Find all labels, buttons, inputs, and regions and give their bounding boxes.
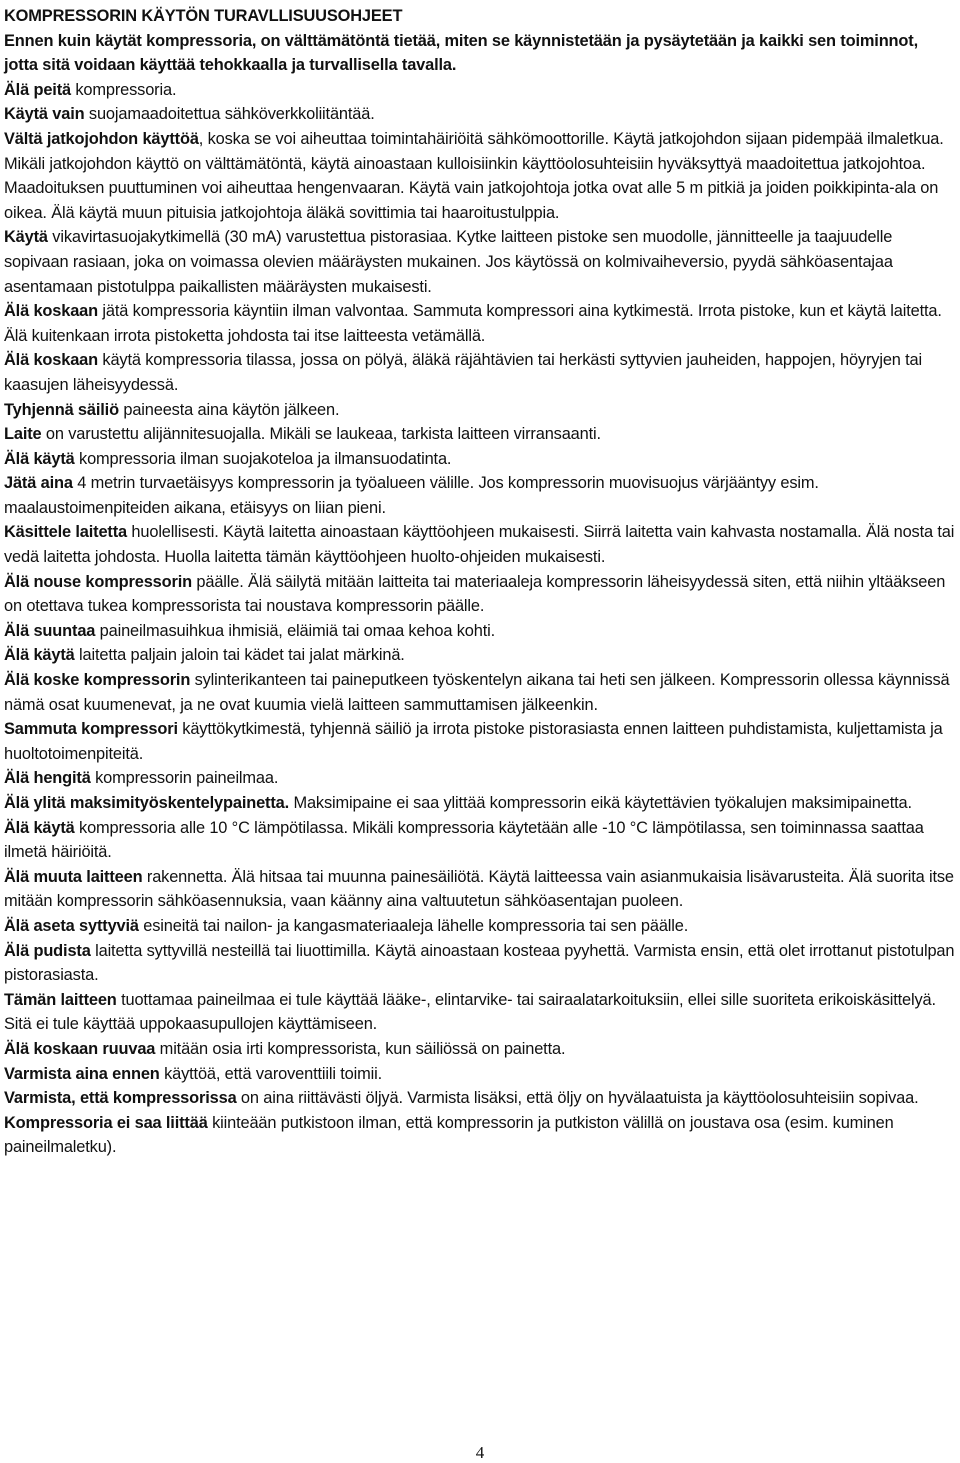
instruction-lead: Varmista, että kompressorissa	[4, 1089, 237, 1108]
instruction-lead: Älä nouse kompressorin	[4, 572, 192, 591]
instruction-paragraph	[4, 102, 956, 127]
instruction-text: sylinterikanteen tai paineputkeen työskentelyn aikana tai heti sen jälkeen. Kompressorin ollessa käynnissä nämä osat kuumenevat, ja ne ovat kuumia vielä laitteen sammuttamisen jälkeenkin.	[4, 671, 950, 714]
instruction-lead: Älä käytä	[4, 646, 75, 665]
instruction-text: 4 metrin turvaetäisyys kompressorin ja työalueen välille. Jos kompressorin muovisuojus värjääntyy esim. maalaustoimenpiteiden aikana, etäisyys on liian pieni.	[4, 474, 819, 517]
instruction-text: suojamaadoitettua sähköverkkoliitäntää.	[84, 105, 375, 124]
instruction-lead: Kompressoria ei saa liittää	[4, 1113, 208, 1132]
instruction-paragraph	[4, 78, 956, 103]
instruction-paragraph	[4, 1037, 956, 1062]
intro-paragraph: Ennen kuin käytät kompressoria, on välttämätöntä tietää, miten se käynnistetään ja pysäytetään ja kaikki sen toiminnot, jotta sitä voidaan käyttää tehokkaalla ja turvallisella tavalla.	[4, 31, 918, 75]
instruction-paragraph	[4, 570, 956, 619]
instruction-paragraph	[4, 791, 956, 816]
instruction-paragraph	[4, 668, 956, 717]
instruction-lead: Älä koske kompressorin	[4, 671, 191, 690]
instruction-lead: Älä käytä	[4, 818, 75, 837]
instruction-lead: Älä hengitä	[4, 769, 91, 788]
instruction-lead: Varmista aina ennen	[4, 1064, 160, 1083]
instruction-paragraph	[4, 398, 956, 423]
instruction-text: vikavirtasuojakytkimellä (30 mA) varustettua pistorasiaa. Kytke laitteen pistoke sen muodolle, jännitteelle ja taajuudelle sopivaan rasiaan, joka on voimassa olevien määräysten mukainen. Jos käytössä on kolmivaiheversio, pyydä sähköasentajaa asentamaan pistotulppa paikallisten määräysten mukaisesti.	[4, 228, 893, 296]
instruction-lead: Käytä vain	[4, 105, 85, 124]
instruction-text: kompressoria ilman suojakoteloa ja ilmansuodatinta.	[74, 449, 452, 468]
instruction-text: paineilmasuihkua ihmisiä, eläimiä tai omaa kehoa kohti.	[95, 621, 496, 640]
instruction-text: kompressoria alle 10 °C lämpötilassa. Mikäli kompressoria käytetään alle -10 °C lämpötilassa, sen toiminnassa saattaa ilmetä häiriöitä.	[4, 818, 924, 862]
instruction-text: esineitä tai nailon- ja kangasmateriaaleja lähelle kompressoria tai sen päälle.	[138, 916, 689, 935]
instruction-text: kiinteään putkistoon ilman, että kompressorin ja putkiston välillä on joustava osa (esim. kuminen paineilmaletku).	[4, 1113, 894, 1157]
instruction-text: kompressorin paineilmaa.	[90, 769, 279, 788]
instruction-paragraph	[4, 127, 956, 225]
instruction-lead: Älä aseta syttyviä	[4, 916, 139, 935]
instruction-text: huolellisesti. Käytä laitetta ainoastaan käyttöohjeen mukaisesti. Siirrä laitetta vain kahvasta nostamalla. Älä nosta tai vedä laitetta johdosta. Huolla laitetta tämän käyttöohjeen huolto-ohjeiden mukaisesti.	[4, 523, 955, 567]
instruction-paragraph	[4, 348, 956, 397]
instruction-paragraph	[4, 766, 956, 791]
instruction-text: on aina riittävästi öljyä. Varmista lisäksi, että öljy on hyvälaatuista ja käyttöolosuhteisiin sopivaa.	[236, 1089, 919, 1108]
instruction-lead: Älä muuta laitteen	[4, 867, 143, 886]
instruction-lead: Älä suuntaa	[4, 621, 96, 640]
instruction-lead: Tyhjennä säiliö	[4, 400, 119, 419]
instruction-paragraph	[4, 988, 956, 1037]
instruction-paragraph	[4, 520, 956, 569]
instruction-paragraph	[4, 717, 956, 766]
instruction-paragraph	[4, 939, 956, 988]
instruction-text: kompressoria.	[70, 80, 177, 99]
instruction-text: , koska se voi aiheuttaa toimintahäiriöitä sähkömoottorille. Käytä jatkojohdon sijaan pidempää ilmaletkua. Mikäli jatkojohdon käyttö on välttämätöntä, käytä ainoastaan kulloisiinkin käyttöolosuhteisiin hyväksyttyä maadoitettua jatkojohtoa. Maadoituksen puuttuminen voi aiheuttaa hengenvaaran. Käytä vain jatkojohtoja jotka ovat alle 5 m pitkiä ja joiden poikkipinta-ala on oikea. Älä käytä muun pituisia jatkojohtoja äläkä sovittimia tai haaroitustulppia.	[4, 129, 944, 222]
instruction-paragraph	[4, 619, 956, 644]
instruction-lead: Älä peitä	[4, 80, 71, 99]
safety-instructions-list	[4, 78, 956, 1160]
instruction-paragraph	[4, 816, 956, 865]
instruction-text: on varustettu alijännitesuojalla. Mikäli se laukeaa, tarkista laitteen virransaanti.	[41, 425, 601, 444]
instruction-text: laitetta syttyvillä nesteillä tai liuottimilla. Käytä ainoastaan kosteaa pyyhettä. Varmista ensin, että olet irrottanut pistotulpan pistorasiasta.	[4, 941, 955, 985]
instruction-text: paineesta aina käytön jälkeen.	[118, 400, 340, 419]
instruction-paragraph	[4, 1111, 956, 1160]
instruction-paragraph	[4, 422, 956, 447]
instruction-paragraph	[4, 643, 956, 668]
instruction-lead: Laite	[4, 425, 42, 444]
instruction-text: käytä kompressoria tilassa, jossa on pölyä, äläkä räjähtävien tai herkästi syttyvien jauheiden, happojen, höyryjen tai kaasujen läheisyydessä.	[4, 351, 923, 394]
instruction-lead: Sammuta kompressori	[4, 720, 178, 739]
document-page	[4, 4, 956, 1160]
instruction-text: laitetta paljain jaloin tai kädet tai jalat märkinä.	[74, 646, 405, 665]
instruction-paragraph	[4, 865, 956, 914]
instruction-text: käyttöä, että varoventtiili toimii.	[159, 1064, 383, 1083]
instruction-paragraph	[4, 1086, 956, 1111]
instruction-lead: Älä koskaan ruuvaa	[4, 1039, 156, 1058]
instruction-text: mitään osia irti kompressorista, kun säiliössä on painetta.	[155, 1039, 566, 1058]
instruction-text: päälle. Älä säilytä mitään laitteita tai materiaaleja kompressorin läheisyydessä siten, että niihin yltääkseen on otettava tukea kompressorista tai noustava kompressorin päälle.	[4, 572, 946, 616]
instruction-lead: Tämän laitteen	[4, 990, 117, 1009]
instruction-paragraph	[4, 447, 956, 472]
instruction-lead: Käytä	[4, 228, 48, 247]
document-title: KOMPRESSORIN KÄYTÖN TURAVLLISUUSOHJEET	[4, 7, 403, 25]
instruction-paragraph	[4, 471, 956, 520]
instruction-text: tuottamaa paineilmaa ei tule käyttää lääke-, elintarvike- tai sairaalatarkoituksiin, ellei sille suoriteta erikoiskäsittelyä. Sitä ei tule käyttää uppokaasupullojen käyttämiseen.	[4, 990, 936, 1034]
instruction-text: jätä kompressoria käyntiin ilman valvontaa. Sammuta kompressori aina kytkimestä. Irrota pistoke, kun et käytä laitetta. Älä kuitenkaan irrota pistoketta johdosta tai itse laitteesta vetämällä.	[4, 302, 942, 345]
instruction-paragraph	[4, 299, 956, 348]
instruction-text: rakennetta. Älä hitsaa tai muunna painesäiliötä. Käytä laitteessa vain asianmukaisia lisävarusteita. Älä suorita itse mitään kompressorin sähköasennuksia, vaan käänny aina valtuutetun sähköasentajan puoleen.	[4, 867, 954, 911]
instruction-paragraph	[4, 914, 956, 939]
instruction-lead: Älä pudista	[4, 941, 91, 960]
instruction-text: Maksimipaine ei saa ylittää kompressorin eikä käytettävien työkalujen maksimipainetta.	[289, 794, 912, 812]
instruction-lead: Jätä aina	[4, 474, 73, 493]
instruction-lead: Älä koskaan	[4, 351, 99, 370]
instruction-lead: Älä koskaan	[4, 302, 99, 321]
instruction-lead: Käsittele laitetta	[4, 523, 128, 542]
instruction-paragraph	[4, 1062, 956, 1087]
instruction-paragraph	[4, 225, 956, 299]
instruction-lead: Älä käytä	[4, 449, 75, 468]
instruction-lead: Vältä jatkojohdon käyttöä	[4, 129, 199, 148]
instruction-text: käyttökytkimestä, tyhjennä säiliö ja irrota pistoke pistorasiasta ennen laitteen puhdistamista, kuljettamista ja huoltotoimenpiteitä.	[4, 720, 943, 763]
page-number: 4	[475, 1443, 485, 1462]
instruction-lead: Älä ylitä maksimityöskentelypainetta.	[4, 794, 290, 812]
